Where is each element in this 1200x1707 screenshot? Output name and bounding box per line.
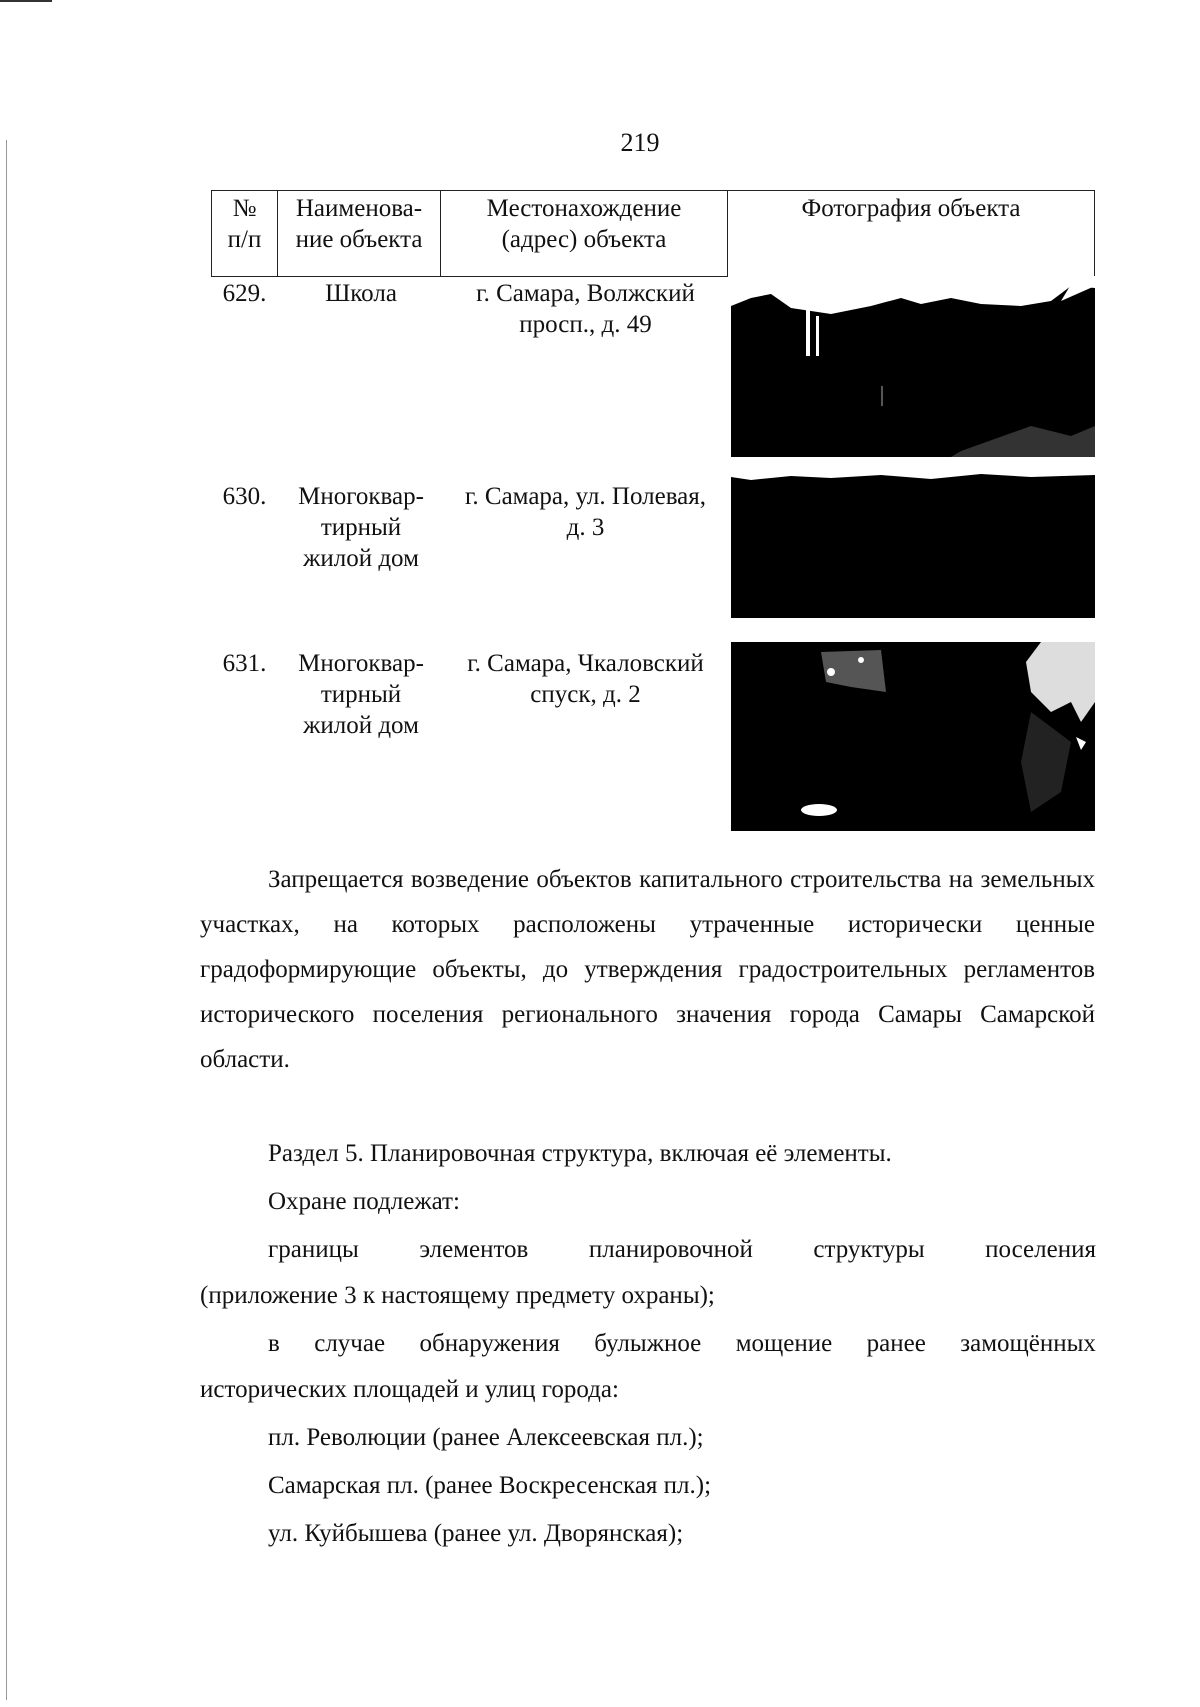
protection-intro: Охране подлежат: bbox=[268, 1188, 460, 1215]
section-title: Раздел 5. Планировочная структура, включая её элементы. bbox=[268, 1140, 892, 1167]
item-2-first-line bbox=[268, 1330, 1096, 1358]
header-photo: Фотография объекта bbox=[728, 191, 1095, 277]
header-address-line: (адрес) объекта bbox=[501, 226, 667, 253]
header-address bbox=[441, 191, 728, 277]
address-line: г. Самара, Волжский bbox=[476, 280, 695, 307]
name-line: Многоквар- bbox=[298, 650, 424, 677]
paragraph-construction-ban: Запрещается возведение объектов капитального строительства на земельных участках, на которых расположены утраченные исторически ценные градоформирующие объекты, до утверждения градостроительных регламентов исторического поселения регионального значения города Самары Самарской области. bbox=[200, 866, 1095, 1073]
row-object-name bbox=[281, 648, 441, 741]
object-photo bbox=[731, 471, 1095, 618]
row-address bbox=[443, 648, 728, 710]
row-address bbox=[443, 278, 728, 340]
name-line: тирный bbox=[320, 514, 402, 541]
header-num bbox=[211, 191, 278, 277]
item-2-word: обнаружения bbox=[419, 1330, 560, 1357]
name-line: Многоквар- bbox=[298, 483, 424, 510]
item-2-word: в bbox=[268, 1330, 280, 1357]
address-line: г. Самара, Чкаловский bbox=[467, 650, 704, 677]
photo-school-image bbox=[731, 276, 1095, 457]
item-1-first-line bbox=[268, 1236, 1096, 1264]
address-line: просп., д. 49 bbox=[519, 311, 652, 338]
name-line: жилой дом bbox=[303, 545, 419, 572]
objects-table bbox=[211, 190, 1095, 739]
item-1-word: границы bbox=[268, 1236, 359, 1263]
header-num-line: № bbox=[232, 195, 257, 222]
street-item: ул. Куйбышева (ранее ул. Дворянская); bbox=[268, 1520, 684, 1547]
item-2-word: мощение bbox=[735, 1330, 833, 1357]
item-2-word: замощённых bbox=[960, 1330, 1096, 1357]
item-1-word: планировочной bbox=[588, 1236, 753, 1263]
item-2-continuation: исторических площадей и улиц города: bbox=[200, 1376, 619, 1403]
name-line: жилой дом bbox=[303, 712, 419, 739]
page-number: 219 bbox=[620, 128, 660, 157]
name-line: тирный bbox=[320, 681, 402, 708]
table-header bbox=[211, 190, 1095, 277]
scan-edge-left bbox=[6, 140, 7, 1700]
photo-apartment-image bbox=[731, 642, 1095, 831]
item-2-word: случае bbox=[314, 1330, 386, 1357]
row-address bbox=[443, 481, 728, 543]
row-number: 630. bbox=[222, 483, 267, 510]
item-2-word: ранее bbox=[866, 1330, 926, 1357]
scan-edge-top bbox=[0, 0, 52, 2]
header-address-line: Местонахождение bbox=[486, 195, 682, 222]
row-object-name bbox=[281, 481, 441, 574]
row-number: 629. bbox=[222, 280, 267, 307]
address-line: спуск, д. 2 bbox=[530, 681, 641, 708]
item-1-word: поселения bbox=[985, 1236, 1096, 1263]
header-name bbox=[278, 191, 441, 277]
header-name-line: ние объекта bbox=[295, 226, 423, 253]
object-photo bbox=[731, 642, 1095, 831]
address-line: д. 3 bbox=[566, 514, 605, 541]
photo-apartment-image bbox=[731, 471, 1095, 618]
street-item: пл. Революции (ранее Алексеевская пл.); bbox=[268, 1424, 704, 1451]
name-line: Школа bbox=[325, 280, 397, 307]
item-2-word: булыжное bbox=[594, 1330, 702, 1357]
row-object-name bbox=[281, 278, 441, 309]
header-name-line: Наименова- bbox=[295, 195, 423, 222]
header-num-line: п/п bbox=[227, 226, 262, 253]
row-number: 631. bbox=[222, 650, 267, 677]
item-1-word: элементов bbox=[419, 1236, 529, 1263]
address-line: г. Самара, ул. Полевая, bbox=[464, 483, 707, 510]
street-item: Самарская пл. (ранее Воскресенская пл.); bbox=[268, 1472, 712, 1499]
item-1-continuation: (приложение 3 к настоящему предмету охраны); bbox=[200, 1282, 715, 1309]
item-1-word: структуры bbox=[813, 1236, 925, 1263]
object-photo bbox=[731, 276, 1095, 457]
